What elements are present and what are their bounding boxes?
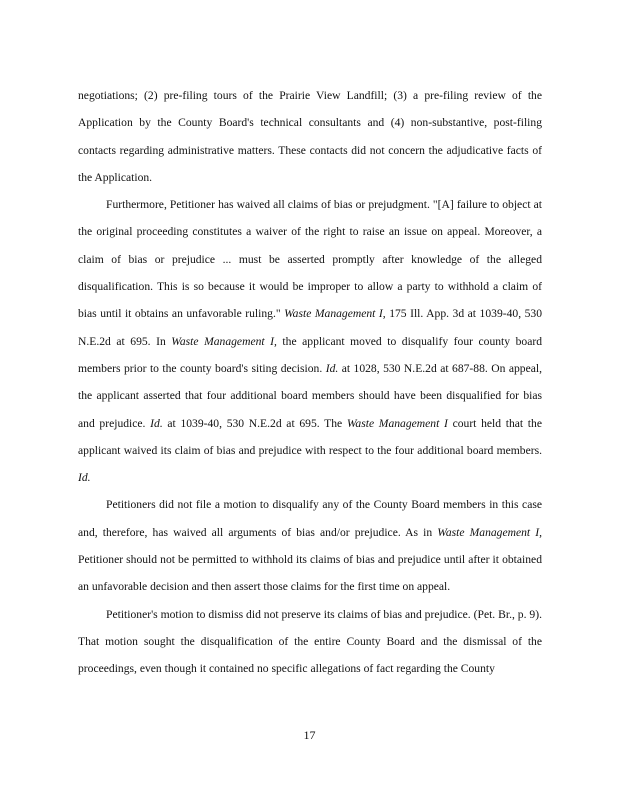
case-citation: Id.	[78, 471, 91, 485]
body-text	[78, 82, 542, 683]
text-run: Furthermore, Petitioner has waived all claims of bias or prejudgment. "[A] failure to object at the original proceeding constitutes a waiver of the right to raise an issue on appeal. Moreover, a claim of bias or prejudice ... must be asserted promptly after knowledge of the alleged disqualification. This is so because it would be improper to allow a party to withhold a claim of bias until it obtains an unfavorable ruling."	[78, 198, 542, 321]
case-citation: Waste Management I,	[284, 307, 386, 321]
case-citation: Waste Management I,	[171, 334, 277, 348]
text-run: Petitioner's motion to dismiss did not preserve its claims of bias and prejudice. (Pet. Br., p. 9). That motion sought the disqualification of the entire County Board and the dismissal of the proceedings, even though it contained no specific allegations of fact regarding the County	[78, 607, 542, 676]
paragraph	[78, 82, 542, 191]
text-run: the applicant moved to disqualify four county board members prior to the county board's siting decision.	[78, 334, 542, 375]
text-run: negotiations; (2) pre-filing tours of the Prairie View Landfill; (3) a pre-filing review of the Application by the County Board's technical consultants and (4) non-substantive, post-filing contacts regarding administrative matters. These contacts did not concern the adjudicative facts of the Application.	[78, 89, 542, 184]
text-run: Petitioners did not file a motion to disqualify any of the County Board members in this case and, therefore, has waived all arguments of bias and/or prejudice. As in	[78, 498, 542, 539]
paragraph	[78, 601, 542, 683]
page-number: 17	[303, 728, 316, 742]
case-citation: Id.	[150, 416, 163, 430]
paragraph	[78, 491, 542, 600]
text-run: at 1028, 530 N.E.2d at 687-88. On appeal, the applicant asserted that four additional board members should have been disqualified for bias and prejudice.	[78, 361, 543, 430]
case-citation: Waste Management I,	[437, 525, 542, 539]
text-run: 175 Ill. App. 3d at 1039-40, 530 N.E.2d at 695. In	[78, 307, 542, 348]
text-run: court held that the applicant waived its claim of bias and prejudice with respect to the four additional board members.	[78, 416, 542, 457]
paragraph	[78, 191, 542, 491]
case-citation: Waste Management I	[346, 416, 448, 430]
case-citation: Id.	[325, 361, 339, 375]
text-run: at 1039-40, 530 N.E.2d at 695. The	[162, 416, 347, 430]
text-run: Petitioner should not be permitted to withhold its claims of bias and prejudice until after it obtained an unfavorable decision and then assert those claims for the first time on appeal.	[78, 553, 542, 594]
